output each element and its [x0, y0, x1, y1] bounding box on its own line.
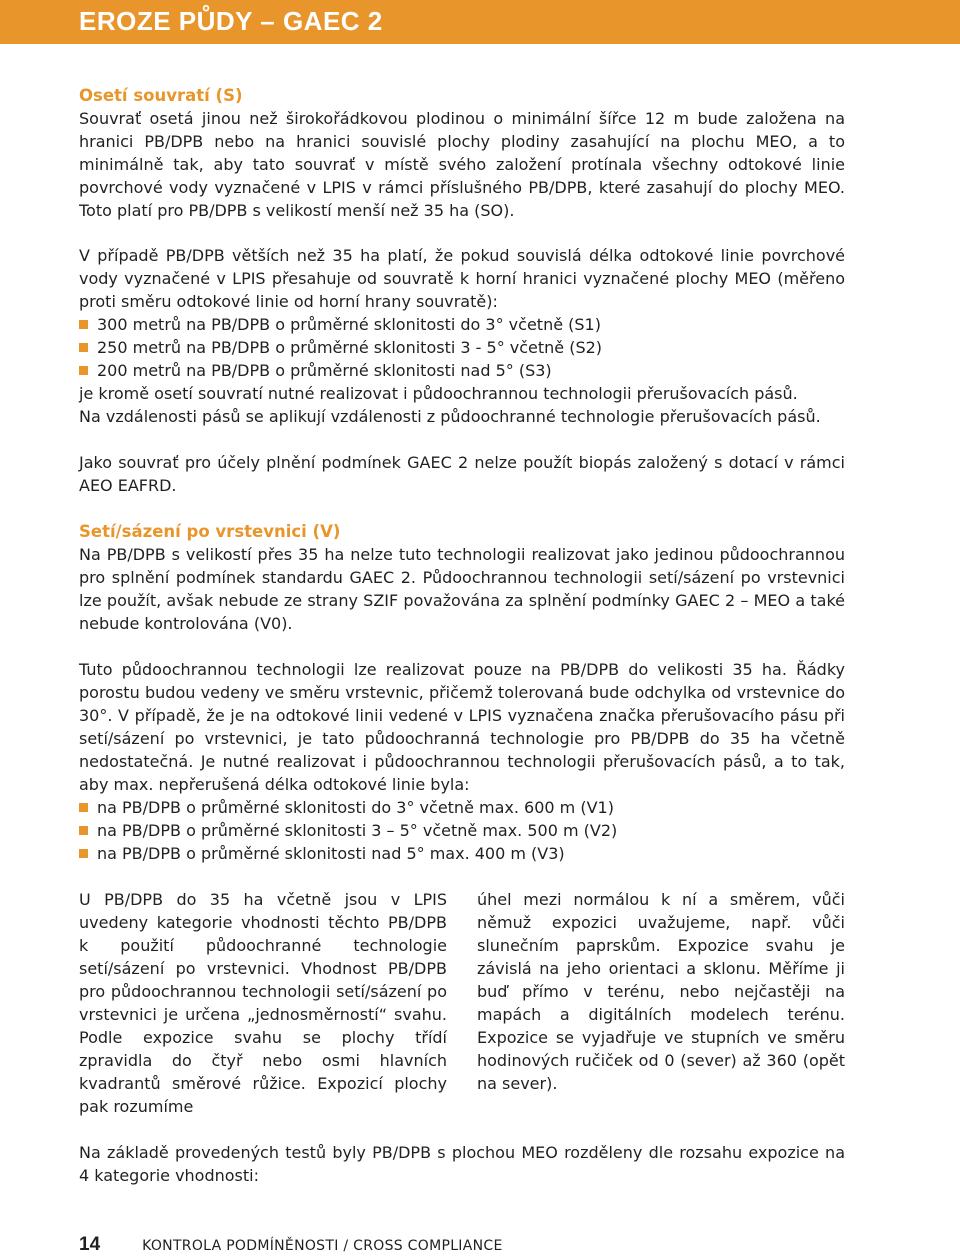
header-bar — [0, 0, 960, 44]
list-item-text: 250 metrů na PB/DPB o průměrné sklonitosti 3 - 5° včetně (S2) — [97, 338, 603, 357]
paragraph: Na vzdálenosti pásů se aplikují vzdálenosti z půdoochranné technologie přerušovacích pásů. — [79, 407, 821, 426]
list-item — [79, 796, 845, 819]
square-bullet-icon — [79, 826, 88, 835]
two-column-text — [79, 888, 845, 1118]
paragraph: Na PB/DPB s velikostí přes 35 ha nelze tuto technologii realizovat jako jedinou půdoochrannou pro splnění podmínek standardu GAEC 2. Půdoochrannou technologii setí/sázení po vrstevnici lze použít, avšak nebude ze strany SZIF považována za splnění podmínky GAEC 2 – MEO a také nebude kontrolována (V0). — [79, 545, 845, 633]
square-bullet-icon — [79, 366, 88, 375]
list-item-text: 200 metrů na PB/DPB o průměrné sklonitosti nad 5° (S3) — [97, 361, 552, 380]
list-item — [79, 336, 845, 359]
section-heading-vrstevnice: Setí/sázení po vrstevnici (V) — [79, 522, 341, 541]
column-left: U PB/DPB do 35 ha včetně jsou v LPIS uvedeny kategorie vhodnosti těchto PB/DPB k použití půdoochranné technologie setí/sázení po vrstevnici. Vhodnost PB/DPB pro půdoochrannou technologii setí/sázení po vrstevnici je určena „jednosměrností“ svahu. Podle expozice svahu se plochy třídí zpravidla do čtyř nebo osmi hlavních kvadrantů směrové růžice. Expozicí plochy pak rozumíme — [79, 890, 447, 1116]
list-item — [79, 313, 845, 336]
list-item-text: na PB/DPB o průměrné sklonitosti 3 – 5° včetně max. 500 m (V2) — [97, 821, 618, 840]
section-heading-souvrati: Osetí souvratí (S) — [79, 86, 243, 105]
list-item — [79, 842, 845, 865]
bullet-list-souvrati — [79, 313, 845, 382]
page-number: 14 — [79, 1234, 101, 1255]
column-right: úhel mezi normálou k ní a směrem, vůči němuž expozici uvažujeme, např. vůči slunečním paprskům. Expozice svahu je závislá na jeho orientaci a sklonu. Měříme ji buď přímo v terénu, nebo nejčastěji na mapách a digitálních modelech terénu. Expozice se vyjadřuje ve stupních ve směru hodinových ručiček od 0 (sever) až 360 (opět na sever). — [477, 890, 845, 1093]
list-item — [79, 359, 845, 382]
list-item-text: 300 metrů na PB/DPB o průměrné sklonitosti do 3° včetně (S1) — [97, 315, 601, 334]
footer-text: KONTROLA PODMÍNĚNOSTI / CROSS COMPLIANCE — [142, 1238, 503, 1254]
list-item-text: na PB/DPB o průměrné sklonitosti do 3° včetně max. 600 m (V1) — [97, 798, 614, 817]
paragraph: Tuto půdoochrannou technologii lze realizovat pouze na PB/DPB do velikosti 35 ha. Řádky porostu budou vedeny ve směru vrstevnic, přičemž tolerovaná bude odchylka od vrstevnice do 30°. V případě, že je na odtokové linii vedené v LPIS vyznačena značka přerušovacího pásu při setí/sázení po vrstevnici, je tato půdoochranná technologie pro PB/DPB do 35 ha včetně nedostatečná. Je nutné realizovat i půdoochrannou technologii přerušovacích pásů, a to tak, aby max. nepřerušená délka odtokové linie byla: — [79, 660, 845, 794]
square-bullet-icon — [79, 803, 88, 812]
main-content — [79, 84, 845, 1187]
paragraph: Souvrať osetá jinou než širokořádkovou plodinou o minimální šířce 12 m bude založena na hranici PB/DPB nebo na hranici souvislé plochy plodiny zasahující na plochu MEO, a to minimálně tak, aby tato souvrať v místě svého založení protínala všechny odtokové linie povrchové vody vyznačené v LPIS v rámci příslušného PB/DPB, které zasahují do plochy MEO. Toto platí pro PB/DPB s velikostí menší než 35 ha (SO). — [79, 109, 845, 220]
paragraph: je kromě osetí souvratí nutné realizovat i půdoochrannou technologii přerušovacích pásů. — [79, 384, 798, 403]
paragraph: Na základě provedených testů byly PB/DPB s plochou MEO rozděleny dle rozsahu expozice na 4 kategorie vhodnosti: — [79, 1143, 845, 1185]
square-bullet-icon — [79, 343, 88, 352]
page-title: EROZE PŮDY – GAEC 2 — [79, 6, 383, 36]
square-bullet-icon — [79, 849, 88, 858]
list-item — [79, 819, 845, 842]
paragraph: Jako souvrať pro účely plnění podmínek GAEC 2 nelze použít biopás založený s dotací v rámci AEO EAFRD. — [79, 453, 845, 495]
paragraph: V případě PB/DPB větších než 35 ha platí, že pokud souvislá délka odtokové linie povrchové vody vyznačené v LPIS přesahuje od souvratě k horní hranici vyznačené plochy MEO (měřeno proti směru odtokové linie od horní hrany souvratě): — [79, 246, 845, 311]
bullet-list-vrstevnice — [79, 796, 845, 865]
list-item-text: na PB/DPB o průměrné sklonitosti nad 5° max. 400 m (V3) — [97, 844, 565, 863]
square-bullet-icon — [79, 320, 88, 329]
